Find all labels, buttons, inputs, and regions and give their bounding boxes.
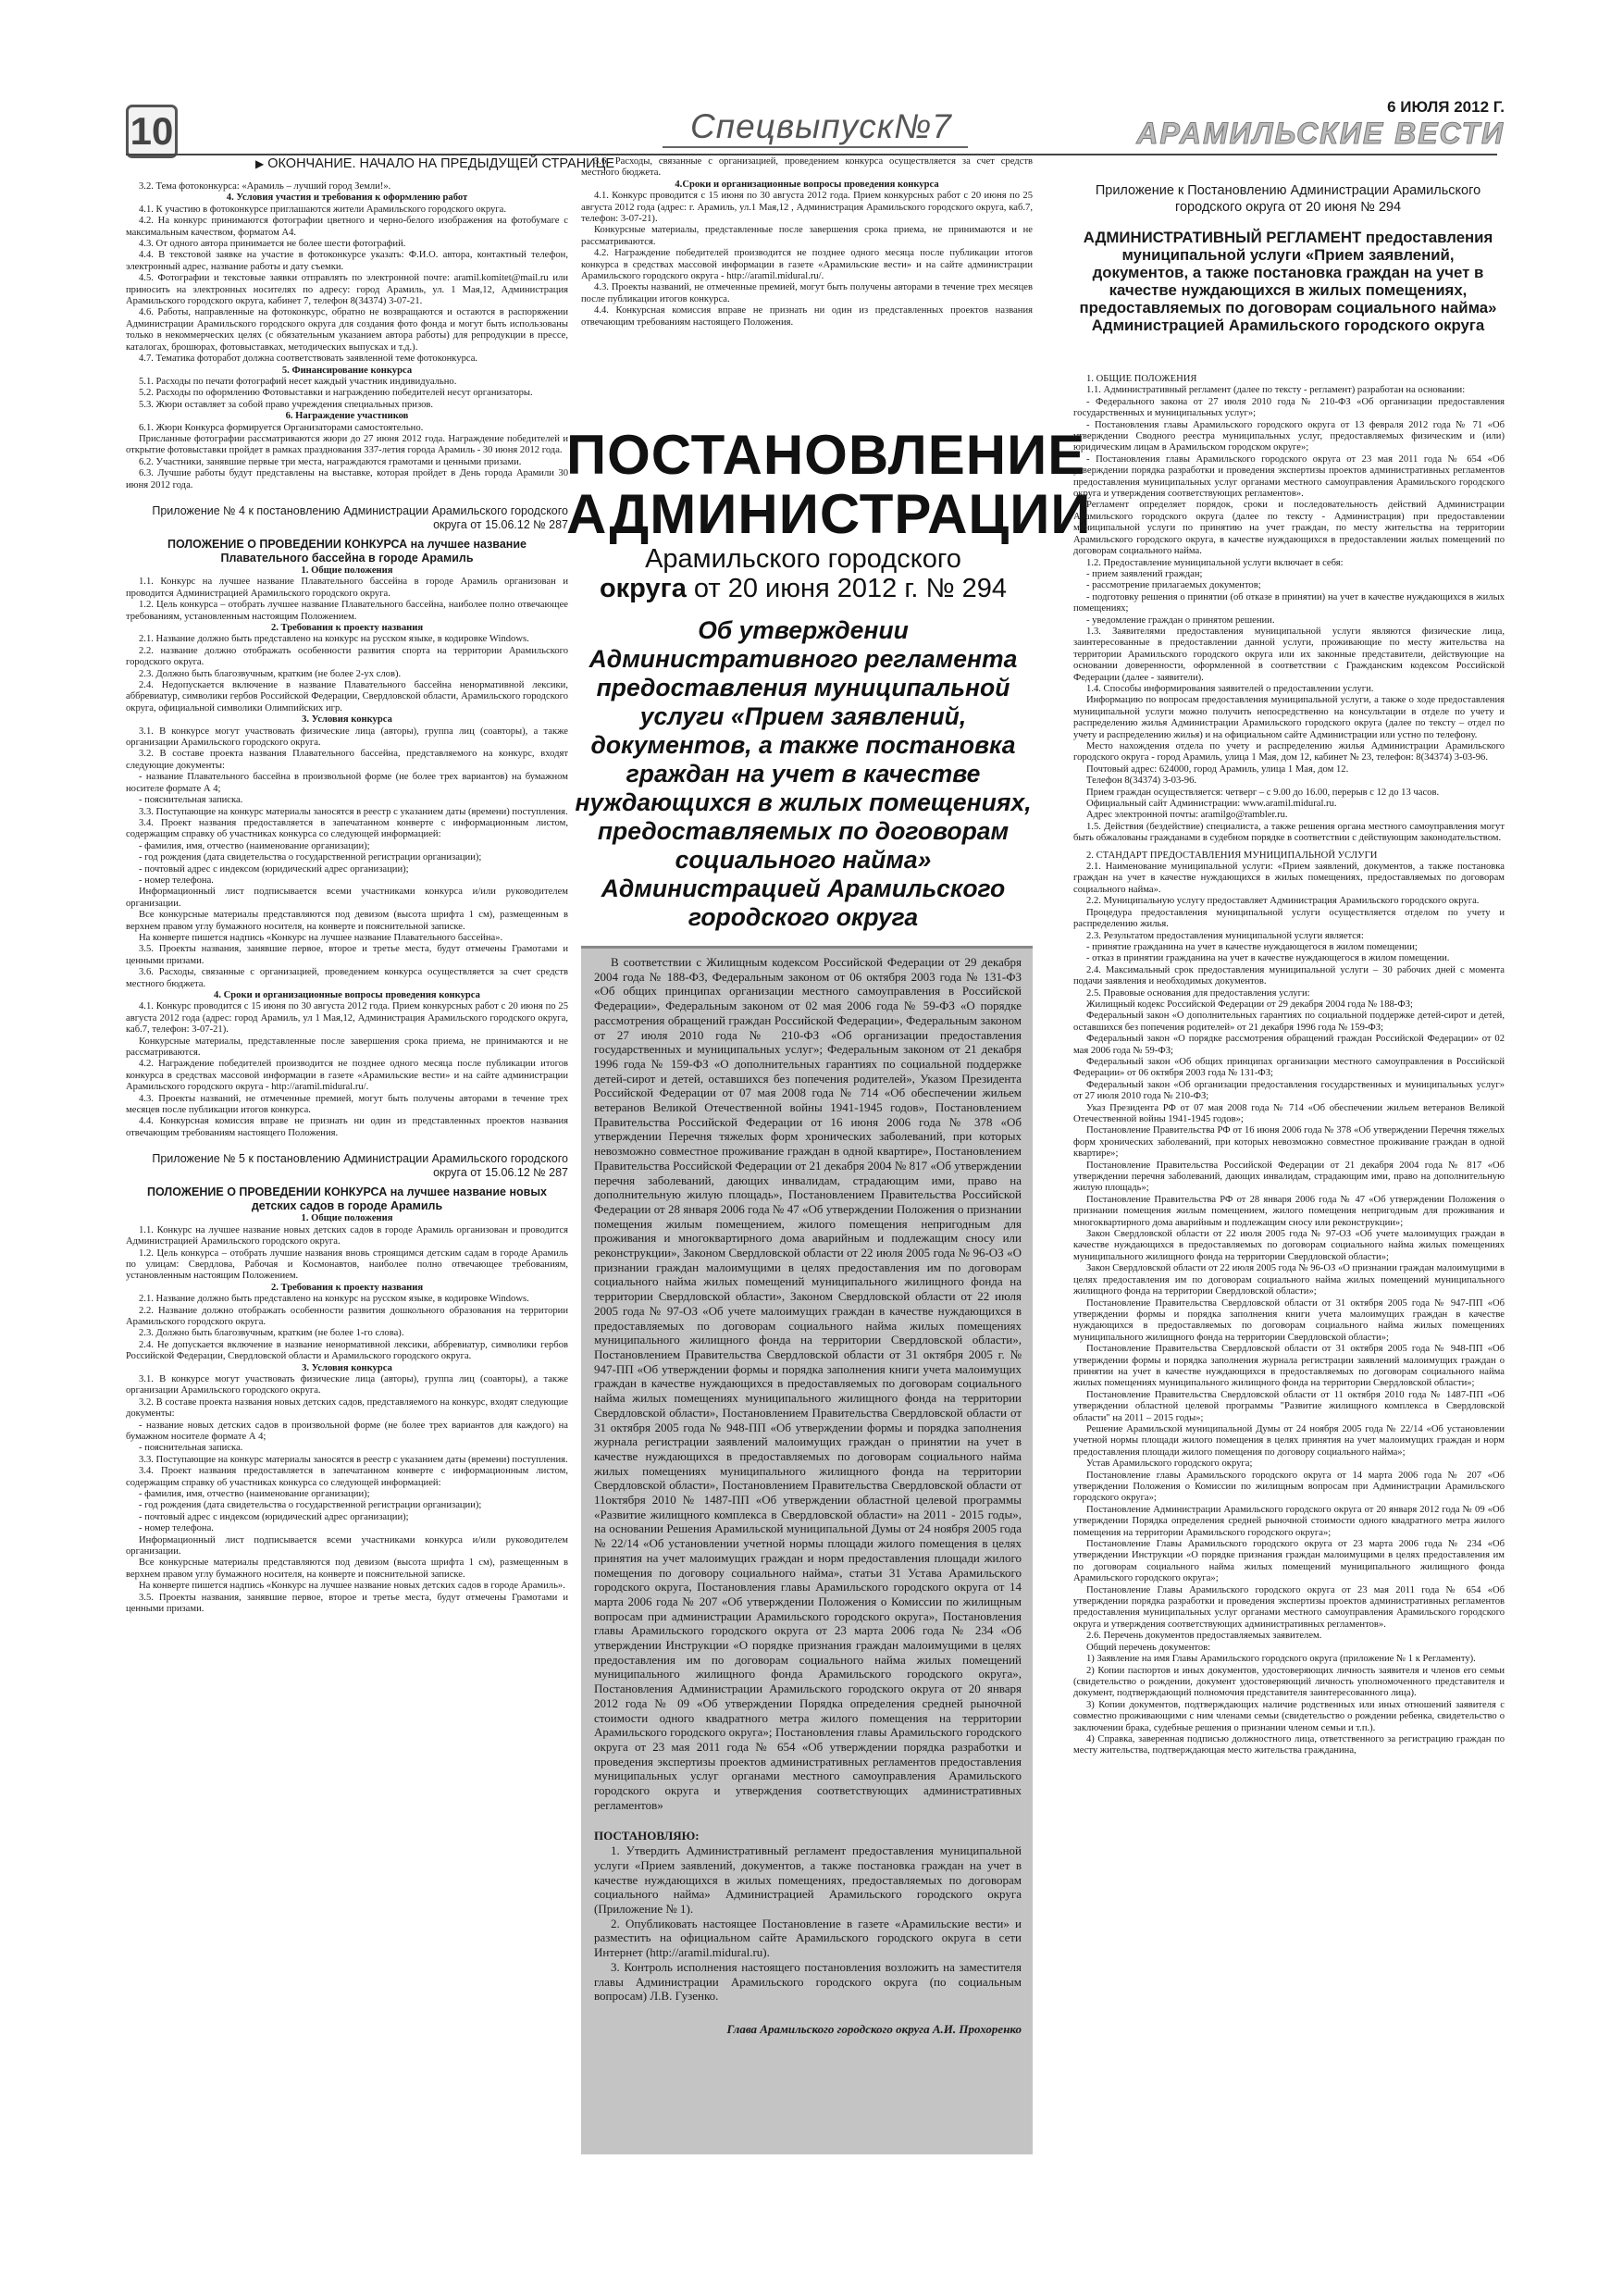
paragraph: 4.4. Конкурсная комиссия вправе не признать ни один из представленных проектов названия отвечающим требованиям настоящего Положения. xyxy=(581,305,1033,328)
paragraph: Постановление Главы Арамильского городского округа от 23 марта 2006 года № 234 «Об утверждении Инструкции «О порядке признания граждан малоимущими в целях предоставления им по договорам социального найма жилых помещений муниципального жилищного фонда Арамильского городского округа»; xyxy=(1073,1539,1505,1584)
section-heading: 5. Финансирование конкурса xyxy=(281,365,413,376)
paragraph: 2.4. Недопускается включение в название Плавательного бассейна ненормативной лексики, аббревиатур, символики гербов Российской Федерации, Свердловской области, Арамильского городского округа, официальной символики Олимпийских игр. xyxy=(126,680,568,714)
paragraph: 2.5. Правовые основания для предоставления услуги: xyxy=(1086,987,1310,999)
triangle-right-icon: ▶ xyxy=(255,157,265,170)
appendix-reference: Приложение к Постановлению Администрации Арамильского городского округа от 20 июня № 294 xyxy=(1095,183,1481,215)
paragraph: 3.5. Проекты названия, занявшие первое, второе и третье места, будут отмечены Грамотами и ценными призами. xyxy=(126,1592,568,1615)
paragraph: 3) Копии документов, подтверждающих наличие родственных или иных отношений заявителя с совместно проживающими с ним членами семьи (свидетельство о рождении ребенка, свидетельство о заключении брака, судебные решения о признании членом семьи и т.п.). xyxy=(1073,1699,1505,1733)
paragraph: 1.5. Действия (бездействие) специалиста, а также решения органа местного самоуправления могут быть обжалованы гражданами в судебном порядке в соответствии с действующим законодательством. xyxy=(1073,821,1505,844)
issue-date: 6 ИЮЛЯ 2012 Г. xyxy=(1387,98,1505,116)
column-right xyxy=(1073,368,1505,2171)
paragraph: 5.2. Расходы по оформлению Фотовыставки и награждению победителей несут организаторы. xyxy=(139,388,533,399)
paragraph: Устав Арамильского городского округа; xyxy=(1086,1458,1253,1470)
headline-subtitle-1: Арамильского городского xyxy=(645,544,961,574)
headline-subtitle-2 xyxy=(566,574,1040,603)
paragraph: 4.4. Конкурсная комиссия вправе не признать ни один из представленных проектов названия отвечающим требованиям настоящего Положения. xyxy=(126,1116,568,1138)
paragraph: Место нахождения отдела по учету и распределению жилья Администрации Арамильского городского округа - город Арамиль, улица 1 Мая, дом 12, кабинет № 23, телефон: 8(34374) 3-03-96. xyxy=(1073,741,1505,763)
paragraph: 4.7. Тематика фоторабот должна соответствовать заявленной теме фотоконкурса. xyxy=(139,354,478,365)
paragraph: - год рождения (дата свидетельства о государственной регистрации организации); xyxy=(139,852,482,863)
paragraph: Федеральный закон «Об организации предоставления государственных и муниципальных услуг» от 27 июля 2010 года № 210-ФЗ; xyxy=(1073,1079,1505,1102)
paragraph: 1.1. Административный регламент (далее по тексту - регламент) разработан на основании: xyxy=(1086,385,1466,396)
paragraph: 1.2. Цель конкурса – отобрать лучшие названия вновь строящимся детским садам в городе Арамиль по улицам: Свердлова, Рабочая и Космонавтов, наиболее полно отвечающее требованиям, установленным настоящим Положением. xyxy=(126,1247,568,1282)
appendix-5-title: ПОЛОЖЕНИЕ О ПРОВЕДЕНИИ КОНКУРСА на лучшее название новых детских садов в городе Арамиль xyxy=(147,1185,547,1213)
regulation-title: АДМИНИСТРАТИВНЫЙ РЕГЛАМЕНТ предоставления муниципальной услуги «Прием заявлений, документов, а также постановка граждан на учет в качестве нуждающихся в жилых помещениях, предоставляемых по договорам социального найма» Администрацией Арамильского городского округа xyxy=(1079,229,1497,334)
section-heading: 2. Требования к проекту названия xyxy=(270,623,424,633)
paragraph: 1.1. Конкурс на лучшее название новых детских садов в городе Арамиль организован и проводится Администрацией Арамильского городского округа. xyxy=(126,1224,568,1247)
paragraph: - принятие гражданина на учет в качестве нуждающегося в жилом помещении; xyxy=(1086,941,1418,952)
paragraph: - год рождения (дата свидетельства о государственной регистрации организации); xyxy=(139,1500,482,1511)
section-heading: 1. Общие положения xyxy=(301,1213,393,1224)
paragraph: 4.2. Награждение победителей производится не позднее одного месяца после публикации итогов конкурса в средствах массовой информации в газете «Арамильские вести» и на сайте администрации Арамильского городского округа - http://aramil.midural.ru/. xyxy=(581,248,1033,282)
paragraph: Информационный лист подписывается всеми участниками конкурса и/или руководителем организации. xyxy=(126,887,568,909)
paragraph: 6.1. Жюри Конкурса формируется Организаторами самостоятельно. xyxy=(139,422,424,433)
headline-date-number: от 20 июня 2012 г. № 294 xyxy=(693,574,1008,603)
paragraph: На конверте пишется надпись «Конкурс на лучшее название Плавательного бассейна». xyxy=(139,932,503,943)
paragraph: 2.3. Должно быть благозвучным, кратким (не более 1-го слова). xyxy=(139,1328,404,1339)
paragraph: Постановление Правительства Свердловской области от 11 октября 2010 года № 1487-ПП «Об утверждении областной целевой программы "Развитие жилищного комплекса в Свердловской области" на 2011 – 2015 годы»; xyxy=(1073,1389,1505,1423)
paragraph: 3.2. В составе проекта названия Плавательного бассейна, представляемого на конкурс, входят следующие документы: xyxy=(126,749,568,771)
paragraph: Информационный лист подписывается всеми участниками конкурса и/или руководителем организации. xyxy=(126,1534,568,1558)
paragraph: 2.1. Наименование муниципальной услуги: «Прием заявлений, документов, а также постановка граждан на учет в качестве нуждающихся в жилых помещениях, предоставляемых по договорам социального найма». xyxy=(1073,862,1505,895)
section-heading: 3. Условия конкурса xyxy=(302,714,392,726)
paragraph: 1.4. Способы информирования заявителей о предоставлении услуги. xyxy=(1086,683,1374,694)
decree-item: 3. Контроль исполнения настоящего постановления возложить на заместителя главы Администрации Арамильского городского округа (по социальным вопросам) Л.В. Гузенко. xyxy=(594,1959,1022,2004)
headline-line-1: ПОСТАНОВЛЕНИЕ xyxy=(566,424,1086,486)
paragraph: 4.1. К участию в фотоконкурсе приглашаются жители Арамильского городского округа. xyxy=(139,204,506,215)
resolution-headline xyxy=(566,424,1092,932)
decree-item: 2. Опубликовать настоящее Постановление в газете «Арамильские вести» и разместить на официальном сайте Арамильского городского округа в сети Интернет (http://aramil.midural.ru). xyxy=(594,1916,1022,1960)
paragraph: 4.1. Конкурс проводится с 15 июня по 30 августа 2012 года. Прием конкурсных работ с 20 июня по 25 августа 2012 года (адрес: г. Арамиль, ул.1 Мая,12 , Администрация Арамильского городского округа, каб.7, телефон: 3-07-21). xyxy=(581,191,1033,225)
paragraph: Официальный сайт Администрации: www.aramil.midural.ru. xyxy=(1086,799,1337,810)
paragraph: Прием граждан осуществляется: четверг – с 9.00 до 16.00, перерыв с 12 до 13 часов. xyxy=(1086,787,1440,798)
section-heading: 4. Условия участия и требования к оформлению работ xyxy=(226,192,468,204)
paragraph: 2.1. Название должно быть представлено на конкурс на русском языке, в кодировке Windows. xyxy=(139,1294,529,1305)
page-number: 10 xyxy=(126,105,178,158)
paragraph: 3.4. Проект названия предоставляется в запечатанном конверте с информационным листом, содержащим справку об участниках конкурса со следующей информацией: xyxy=(126,1466,568,1488)
paragraph: 2.2. Муниципальную услугу предоставляет Администрация Арамильского городского округа. xyxy=(1086,896,1480,907)
resolution-body-text xyxy=(581,949,1033,2037)
paragraph: - фамилия, имя, отчество (наименование организации); xyxy=(139,1489,370,1500)
paragraph: - номер телефона. xyxy=(139,1523,214,1534)
paragraph: 2.1. Название должно быть представлено на конкурс на русском языке, в кодировке Windows. xyxy=(139,634,529,645)
preamble-paragraph: В соответствии с Жилищным кодексом Российской Федерации от 29 декабря 2004 года № 188-ФЗ, Федеральным законом от 06 октября 2003 года № 131-ФЗ «Об общих принципах организации местного самоуправления в Российской Федерации», Федеральным законом от 02 мая 2006 года № 59-ФЗ «О порядке рассмотрения обращений граждан Российской Федерации», Федеральным законом от 27 июля 2010 года № 210-ФЗ «Об организации предоставления государственных и муниципальных услуг»; Федеральным законом от 21 декабря 1996 года № 159-ФЗ «О дополнительных гарантиях по социальной поддержке детей-сирот и детей, оставшихся без попечения родителей», Указом Президента Российской Федерации от 07 мая 2008 года № 714 «Об обеспечении жильем ветеранов Великой Отечественной войны 1941-1945 годов», Постановлением Правительства Российской Федерации от 16 июня 2006 года № 378 «Об утверждении Перечня тяжелых форм хронических заболеваний, при которых невозможно совместное проживание граждан в одной квартире», Постановлением Правительства Российской Федерации от 21 декабря 2004 № 817 «Об утверждении перечня заболеваний, дающих инвалидам, страдающим ими, право на дополнительную жилую площадь», Постановлением Правительства Российской Федерации от 28 января 2006 года № 47 «Об утверждении Положения о признании помещения жилым помещением, жилого помещения непригодным для проживания и многоквартирного дома аварийным и подлежащим сносу или реконструкции», Законом Свердловской области от 22 июля 2005 года № 96-ОЗ «О признании граждан малоимущими в целях предоставления им по договорам социального найма жилых помещений муниципального жилищного фонда на территории Свердловской области», Законом Свердловской области от 22 июля 2005 года № 97-ОЗ «Об учете малоимущих граждан в качестве нуждающихся в предоставляемых по договорам социального найма жилых помещениях муниципального жилищного фонда на территории Свердловской области», Постановлением Правительства Свердловской области от 31 октября 2005 г. № 947-ПП «Об утверждении формы и порядка заполнения книги учета малоимущих граждан в качестве нуждающихся в предоставляемых по договорам социального найма жилых помещениях муниципального жилищного фонда на территории Свердловской области», Постановлением Правительства Свердловской области от 31 октября 2005 года № 948-ПП «Об утверждении формы и порядка заполнения журнала регистрации заявлений малоимущих граждан о принятии на учет в качестве нуждающихся в предоставляемых по договорам социального найма жилых помещениях муниципального жилищного фонда на территории Свердловской области», Постановлением Правительства Свердловской области от 11октября 2010 № 1487-ПП «Об утверждении областной целевой программы «Развитие жилищного комплекса в Свердловской области» на 2011 - 2015 годы», на основании Решения Арамильской муниципальной Думы от 24 ноября 2005 года № 22/14 «Об установлении учетной нормы площади жилого помещения в целях принятия на учет малоимущих граждан и норм предоставления площади жилого помещения по договору социального найма», статьи 31 Устава Арамильского городского округа, Постановления главы Арамильского городского округа от 14 марта 2006 года № 207 «Об утверждении Положения о Комиссии по жилищным вопросам при администрации Арамильского городского округа», Постановления главы Арамильского городского округа от 23 марта 2006 года № 234 «Об утверждении Инструкции «О порядке признания граждан малоимущими в целях предоставления им по договорам социального найма жилых помещений муниципального жилищного фонда Арамильского городского округа», Постановления Администрации Арамильского городского округа от 20 января 2012 года № 09 «Об утверждении Порядка определения средней рыночной стоимости одного квадратного метра жилого помещения на территории Арамильского городского округа»; Постановления главы Арамильского городского округа от 23 мая 2011 года № 654 «Об утверждении порядка разработки и проведения экспертизы проектов административных регламентов предоставления муниципальных услуг органами местного самоуправления Арамильского городского округа и утверждения соответствующих административных регламентов» xyxy=(594,955,1022,1812)
paragraph: 4.5. Фотографии и текстовые заявки отправлять по электронной почте: aramil.komitet@mail.ru или приносить на электронных носителях по адресу: город Арамиль, ул. 1 Мая,12, Администрация Арамильского городского округа, кабинет 7, телефон 8(34374) 3-07-21. xyxy=(126,273,568,307)
paragraph: - рассмотрение прилагаемых документов; xyxy=(1086,580,1261,591)
paragraph: - Постановления главы Арамильского городского округа от 23 мая 2011 года № 654 «Об утверждении порядка разработки и проведения экспертизы проектов административных регламентов предоставления муниципальных услуг органами местного самоуправления Арамильского городского округа и утверждения соответствующих регламентов». xyxy=(1073,453,1505,500)
paragraph: Постановление Администрации Арамильского городского округа от 20 января 2012 года № 09 «Об утверждении Порядка определения средней рыночной стоимости одного квадратного метра жилого помещения на территории Арамильского городского округа»; xyxy=(1073,1504,1505,1538)
paragraph: 1) Заявление на имя Главы Арамильского городского округа (приложение № 1 к Регламенту). xyxy=(1086,1654,1476,1665)
paragraph: Процедура предоставления муниципальной услуги осуществляется отделом по учету и распределению жилья. xyxy=(1073,907,1505,930)
paragraph: - номер телефона. xyxy=(139,875,214,886)
paragraph: - фамилия, имя, отчество (наименование организации); xyxy=(139,840,370,851)
paragraph: Указ Президента РФ от 07 мая 2008 года № 714 «Об обеспечении жильем ветеранов Великой Отечественной войны 1941-1945 годов»; xyxy=(1073,1102,1505,1124)
paragraph: - почтовый адрес с индексом (юридический адрес организации); xyxy=(139,1511,409,1522)
paragraph: - пояснительная записка. xyxy=(139,1443,243,1454)
paragraph: Постановление Правительства Свердловской области от 31 октября 2005 года № 948-ПП «Об утверждении формы и порядка заполнения журнала регистрации заявлений малоимущих граждан о принятии на учет в качестве нуждающихся в предоставляемых по договорам социального найма жилых помещениях муниципального жилищного фонда на территории Свердловской области»; xyxy=(1073,1344,1505,1389)
paragraph: Все конкурсные материалы представляются под девизом (высота шрифта 1 см), размещенным в верхнем правом углу бумажного носителя, на конверте и пояснительной записке. xyxy=(126,910,568,932)
paragraph: Федеральный закон «О дополнительных гарантиях по социальной поддержке детей-сирот и детей, оставшихся без попечения родителей» от 21 декабря 1996 года № 159-ФЗ; xyxy=(1073,1011,1505,1033)
paragraph: 4.3. Проекты названий, не отмеченные премией, могут быть получены авторами в течение трех месяцев после публикации итогов конкурса. xyxy=(581,282,1033,304)
paragraph: Федеральный закон «Об общих принципах организации местного самоуправления в Российской Федерации» от 06 октября 2003 года № 131-ФЗ; xyxy=(1073,1056,1505,1079)
paragraph: Почтовый адрес: 624000, город Арамиль, улица 1 Мая, дом 12. xyxy=(1086,763,1349,775)
paragraph: Постановление Правительства РФ от 16 июня 2006 года № 378 «Об утверждении Перечня тяжелых форм хронических заболеваний, при которых невозможно совместное проживание граждан в одной квартире»; xyxy=(1073,1125,1505,1160)
paragraph: 4) Справка, заверенная подписью должностного лица, ответственного за регистрацию граждан по месту жительства, подтверждающая место жительства гражданина, xyxy=(1073,1733,1505,1756)
resolution-body-box xyxy=(581,946,1033,2154)
paragraph: - уведомление граждан о принятом решении. xyxy=(1086,614,1275,626)
paragraph: - название новых детских садов в произвольной форме (не более трех вариантов для каждого) на бумажном носителе формате А 4; xyxy=(126,1420,568,1442)
paragraph: 4.3. От одного автора принимается не более шести фотографий. xyxy=(139,239,406,250)
paragraph: 3.2. В составе проекта названия новых детских садов, представляемого на конкурс, входят следующие документы: xyxy=(126,1396,568,1420)
paragraph: 2.2. Название должно отображать особенности развития дошкольного образования на территории Арамильского городского округа. xyxy=(126,1305,568,1327)
paragraph: 3.3. Поступающие на конкурс материалы заносятся в реестр с указанием даты (времени) поступления. xyxy=(139,806,568,817)
paragraph: Все конкурсные материалы представляются под девизом (высота шрифта 1 см), размещенным в верхнем правом углу бумажного носителя, на конверте и пояснительной записке. xyxy=(126,1558,568,1580)
paragraph: - подготовку решения о принятии (об отказе в принятии) на учет в качестве нуждающихся в жилых помещениях; xyxy=(1073,591,1505,614)
paragraph: Постановление Правительства РФ от 28 января 2006 года № 47 «Об утверждении Положения о признании помещения жилым помещением, жилого помещения непригодным для проживания и многоквартирного дома аварийным и подлежащим сносу или реконструкции»; xyxy=(1073,1194,1505,1228)
section-heading: 6. Награждение участников xyxy=(285,411,409,422)
decree-keyword: ПОСТАНОВЛЯЮ: xyxy=(594,1829,700,1843)
signature: Глава Арамильского городского округа А.И. Прохоренко xyxy=(726,2021,1022,2036)
paragraph: Жилищный кодекс Российской Федерации от 29 декабря 2004 года № 188-ФЗ; xyxy=(1086,999,1413,1010)
paragraph: 5.3. Жюри оставляет за собой право учреждения специальных призов. xyxy=(139,399,434,410)
paragraph: Присланные фотографии рассматриваются жюри до 27 июня 2012 года. Награждение победителей и открытие фотовыставки пройдет в рамках празднования 337-летия города Арамиль - 30 июня 2012 года. xyxy=(126,433,568,456)
paragraph: - Постановления главы Арамильского городского округа от 13 февраля 2012 года № 71 «Об утверждении Сводного реестра муниципальных услуг, предоставляемых физическим и (или) юридическим лицам в Арамильском городском округе»; xyxy=(1073,419,1505,453)
paragraph: Постановление Правительства Российской Федерации от 21 декабря 2004 года № 817 «Об утверждении перечня заболеваний, дающих инвалидам, страдающим ими, право на дополнительную жилую площадь»; xyxy=(1073,1160,1505,1194)
paragraph: - Федерального закона от 27 июля 2010 года № 210-ФЗ «Об организации предоставления государственных и муниципальных услуг»; xyxy=(1073,396,1505,419)
paragraph: 3.3. Поступающие на конкурс материалы заносятся в реестр с указанием даты (времени) поступления. xyxy=(139,1454,568,1465)
paragraph: - пояснительная записка. xyxy=(139,795,243,806)
paragraph: - прием заявлений граждан; xyxy=(1086,568,1203,579)
paragraph: Постановление Правительства Свердловской области от 31 октября 2005 года № 947-ПП «Об утверждении формы и порядка заполнения книги учета малоимущих граждан в качестве нуждающихся в предоставляемых по договорам социального найма жилых помещениях муниципального жилищного фонда на территории Свердловской области»; xyxy=(1073,1297,1505,1343)
paragraph: 5.1. Расходы по печати фотографий несет каждый участник индивидуально. xyxy=(139,376,457,387)
paragraph: 2.2. название должно отображать особенности развития спорта на территории Арамильского городского округа. xyxy=(126,645,568,668)
paragraph: Общий перечень документов: xyxy=(1086,1642,1211,1653)
paragraph: 4.4. В текстовой заявке на участие в фотоконкурсе указать: Ф.И.О. автора, контактный телефон, электронный адрес, название работы и дату съемки. xyxy=(126,250,568,272)
continuation-note xyxy=(255,156,614,171)
section-heading: 2. Требования к проекту названия xyxy=(270,1282,424,1293)
headline-italic-subject: Об утверждении Административного регламента предоставления муниципальной услуги «Прием заявлений, документов, а также постановка граждан на учет в качестве нуждающихся в жилых помещениях, предоставляемых по договорам социального найма» Администрацией Арамильского городского округа xyxy=(575,616,1032,931)
column-middle-top xyxy=(581,156,1033,397)
paragraph: - отказ в принятии гражданина на учет в качестве нуждающегося в жилом помещении. xyxy=(1086,953,1450,964)
paragraph: Федеральный закон «О порядке рассмотрения обращений граждан Российской Федерации» от 02 мая 2006 года № 59-ФЗ; xyxy=(1073,1034,1505,1056)
continuation-text: ОКОНЧАНИЕ. НАЧАЛО НА ПРЕДЫДУЩЕЙ СТРАНИЦЕ xyxy=(267,156,615,171)
paragraph: 4.6. Работы, направленные на фотоконкурс, обратно не возвращаются и остаются в распоряжении Администрации Арамильского городского округа для создания фото фонда и могут быть использованы только в некоммерческих целях (с обязательным указанием автора работы) для репродукции в прессе, каталогах, брошюрах, фотовыставках, методических выпусках и т.д.). xyxy=(126,307,568,353)
paragraph: 2.4. Не допускается включение в название ненормативной лексики, аббревиатур, символики гербов Российской Федерации, Свердловской области и Арамильского городского округа. xyxy=(126,1339,568,1362)
paragraph: Информацию по вопросам предоставления муниципальной услуги, а также о ходе предоставления муниципальной услуги можно получить непосредственно на консультации в отделе по учету и распределению жилья Администрации Арамильского городского округа (далее по тексту – отдел по учету и распределению жилья) и на официальном сайте Администрации или устно по телефону. xyxy=(1073,695,1505,740)
header-rule xyxy=(126,154,1497,155)
section-heading: 4.Сроки и организационные вопросы проведения конкурса xyxy=(675,179,939,190)
paragraph: 3.6. Расходы, связанные с организацией, проведением конкурса осуществляется за счет средств местного бюджета. xyxy=(126,967,568,989)
headline-okrug: округа xyxy=(599,574,687,603)
paragraph: 1.1. Конкурс на лучшее название Плавательного бассейна в городе Арамиль организован и проводится Администрацией Арамильского городского округа. xyxy=(126,577,568,599)
appendix-5-reference: Приложение № 5 к постановлению Администрации Арамильского городского округа от 15.06.12 № 287 xyxy=(152,1152,568,1180)
paragraph: 3.1. В конкурсе могут участвовать физические лица (авторы), группа лиц (соавторы), а также организации Арамильского городского округа. xyxy=(126,726,568,749)
paragraph: Постановление главы Арамильского городского округа от 14 марта 2006 года № 207 «Об утверждении Положения о Комиссии по жилищным вопросам при Администрации Арамильского городского округа»; xyxy=(1073,1470,1505,1504)
paragraph: Закон Свердловской области от 22 июля 2005 года № 96-ОЗ «О признании граждан малоимущими в целях предоставления им по договорам социального найма жилых помещений муниципального жилищного фонда на территории Свердловской области»; xyxy=(1073,1263,1505,1297)
appendix-4-reference: Приложение № 4 к постановлению Администрации Арамильского городского округа от 15.06.12 № 287 xyxy=(152,503,568,531)
section-heading: 4. Сроки и организационные вопросы проведения конкурса xyxy=(214,990,480,1000)
column-left xyxy=(126,181,568,2171)
paragraph: Решение Арамильской муниципальной Думы от 24 ноября 2005 года № 22/14 «Об установлении учетной нормы площади жилого помещения в целях принятия на учет малоимущих граждан и норм предоставления площади жилого помещения по договору социального найма»; xyxy=(1073,1423,1505,1458)
paragraph: 4.3. Проекты названий, не отмеченные премией, могут быть получены авторами в течение трех месяцев после публикации итогов конкурса. xyxy=(126,1093,568,1116)
paragraph: 2.3. Результатом предоставления муниципальной услуги является: xyxy=(1086,930,1364,941)
paragraph: Конкурсные материалы, представленные после завершения срока приема, не принимаются и не рассматриваются. xyxy=(581,225,1033,247)
paragraph: 2) Копии паспортов и иных документов, удостоверяющих личность заявителя и членов его семьи (свидетельство о рождении, документ удостоверяющий личность уполномоченного представителя и документ, подтверждающий полномочия представителя заинтересованного лица). xyxy=(1073,1665,1505,1699)
paragraph: - почтовый адрес с индексом (юридический адрес организации); xyxy=(139,863,409,875)
paragraph: Конкурсные материалы, представленные после завершения срока приема, не принимаются и не рассматриваются. xyxy=(126,1036,568,1059)
paragraph: 2.6. Перечень документов предоставляемых заявителем. xyxy=(1086,1631,1322,1642)
paragraph: Адрес электронной почты: aramilgo@rambler.ru. xyxy=(1086,810,1288,821)
paragraph: Закон Свердловской области от 22 июля 2005 года № 97-ОЗ «Об учете малоимущих граждан в качестве нуждающихся в предоставляемых по договорам социального найма жилых помещениях муниципального жилищного фонда на территории Свердловской области»; xyxy=(1073,1229,1505,1262)
paragraph: 2.4. Максимальный срок предоставления муниципальной услуги – 30 рабочих дней с момента подачи заявления и необходимых документов. xyxy=(1073,964,1505,987)
appendix-4-title: ПОЛОЖЕНИЕ О ПРОВЕДЕНИИ КОНКУРСА на лучшее название Плавательного бассейна в городе Арамиль xyxy=(167,537,527,565)
headline-line-2: АДМИНИСТРАЦИИ xyxy=(566,483,1092,545)
special-issue-label: Спецвыпуск№7 xyxy=(690,107,952,145)
section-heading: 1. ОБЩИЕ ПОЛОЖЕНИЯ xyxy=(1086,374,1197,384)
paragraph: Постановление Главы Арамильского городского округа от 23 мая 2011 года № 654 «Об утверждении порядка разработки и проведения экспертизы проектов административных регламентов предоставления муниципальных услуг органами местного самоуправления Арамильского городского округа и утверждения соответствующих административных регламентов». xyxy=(1073,1584,1505,1630)
paragraph: Регламент определяет порядок, сроки и последовательность действий Администрации Арамильского городского округа (далее по тексту - Администрация) при предоставлении муниципальной услуги по принятию на учет граждан, по месту жительства на территории Арамильского городского округа, в качестве нуждающихся в предоставлении жилых помещений по договорам социального найма. xyxy=(1073,500,1505,557)
paragraph: 3.2. Тема фотоконкурса: «Арамиль – лучший город Земли!». xyxy=(139,181,391,192)
section-heading: 1. Общие положения xyxy=(301,565,393,576)
newspaper-logo: АРАМИЛЬСКИЕ ВЕСТИ xyxy=(1136,117,1505,150)
paragraph: 4.2. На конкурс принимаются фотографии цветного и черно-белого изображения на фотобумаге с максимальным качеством, форматом А4. xyxy=(126,216,568,238)
paragraph: 1.3. Заявителями предоставления муниципальной услуги являются физические лица, заинтересованные в предоставлении данной услуги, проживающие по месту жительства на территории Арамильского городского округа или их законные представители, действующие на основании доверенности, оформленной в соответствии с Гражданским кодексом Российской Федерации (далее - заявители). xyxy=(1073,626,1505,683)
paragraph: 3.6. Расходы, связанные с организацией, проведением конкурса осуществляется за счет средств местного бюджета. xyxy=(581,156,1033,179)
paragraph: 6.3. Лучшие работы будут представлены на выставке, которая пройдет в День города Арамили 30 июня 2012 года. xyxy=(126,468,568,490)
paragraph: Телефон 8(34374) 3-03-96. xyxy=(1086,776,1197,787)
decree-item: 1. Утвердить Административный регламент предоставления муниципальной услуги «Прием заявлений, документов, а также постановка граждан на учет в качестве нуждающихся в жилых помещениях, предоставляемых по договорам социального найма» Администрацией Арамильского городского округа (Приложение № 1). xyxy=(594,1843,1022,1916)
section-heading: 2. СТАНДАРТ ПРЕДОСТАВЛЕНИЯ МУНИЦИПАЛЬНОЙ УСЛУГИ xyxy=(1086,850,1378,861)
paragraph: 4.1. Конкурс проводится с 15 июня по 30 августа 2012 года. Прием конкурсных работ с 20 июня по 25 августа 2012 года (адрес: город Арамиль, ул 1 Мая,12, Администрация Арамильского городского округа, каб.7, телефон: 3-07-21). xyxy=(126,1001,568,1036)
paragraph: 4.2. Награждение победителей производится не позднее одного месяца после публикации итогов конкурса в средствах массовой информации в газете «Арамильские вести» и на сайте администрации Арамильского городского округа - http://aramil.midural.ru/. xyxy=(126,1059,568,1093)
paragraph: 3.4. Проект названия предоставляется в запечатанном конверте с информационным листом, содержащим справку об участниках конкурса со следующей информацией: xyxy=(126,817,568,840)
paragraph: 2.3. Должно быть благозвучным, кратким (не более 2-ух слов). xyxy=(139,668,402,679)
section-heading: 3. Условия конкурса xyxy=(302,1362,392,1373)
paragraph: - название Плавательного бассейна в произвольной форме (не более трех вариантов) на бумажном носителе формате А 4; xyxy=(126,772,568,794)
paragraph: 1.2. Предоставление муниципальной услуги включает в себя: xyxy=(1086,557,1344,568)
paragraph: 1.2. Цель конкурса – отобрать лучшее название Плавательного бассейна, наиболее полно отвечающее требованиям, установленным настоящим Положением. xyxy=(126,600,568,622)
paragraph: На конверте пишется надпись «Конкурс на лучшее название новых детских садов в городе Арамиль». xyxy=(139,1581,565,1592)
special-issue-underline xyxy=(663,146,968,148)
paragraph: 3.1. В конкурсе могут участвовать физические лица (авторы), группа лиц (соавторы), а также организации Арамильского городского округа. xyxy=(126,1373,568,1396)
paragraph: 6.2. Участники, занявшие первые три места, награждаются грамотами и ценными призами. xyxy=(139,456,522,467)
paragraph: 3.5. Проекты названия, занявшие первое, второе и третье места, будут отмечены Грамотами и ценными призами. xyxy=(126,944,568,966)
